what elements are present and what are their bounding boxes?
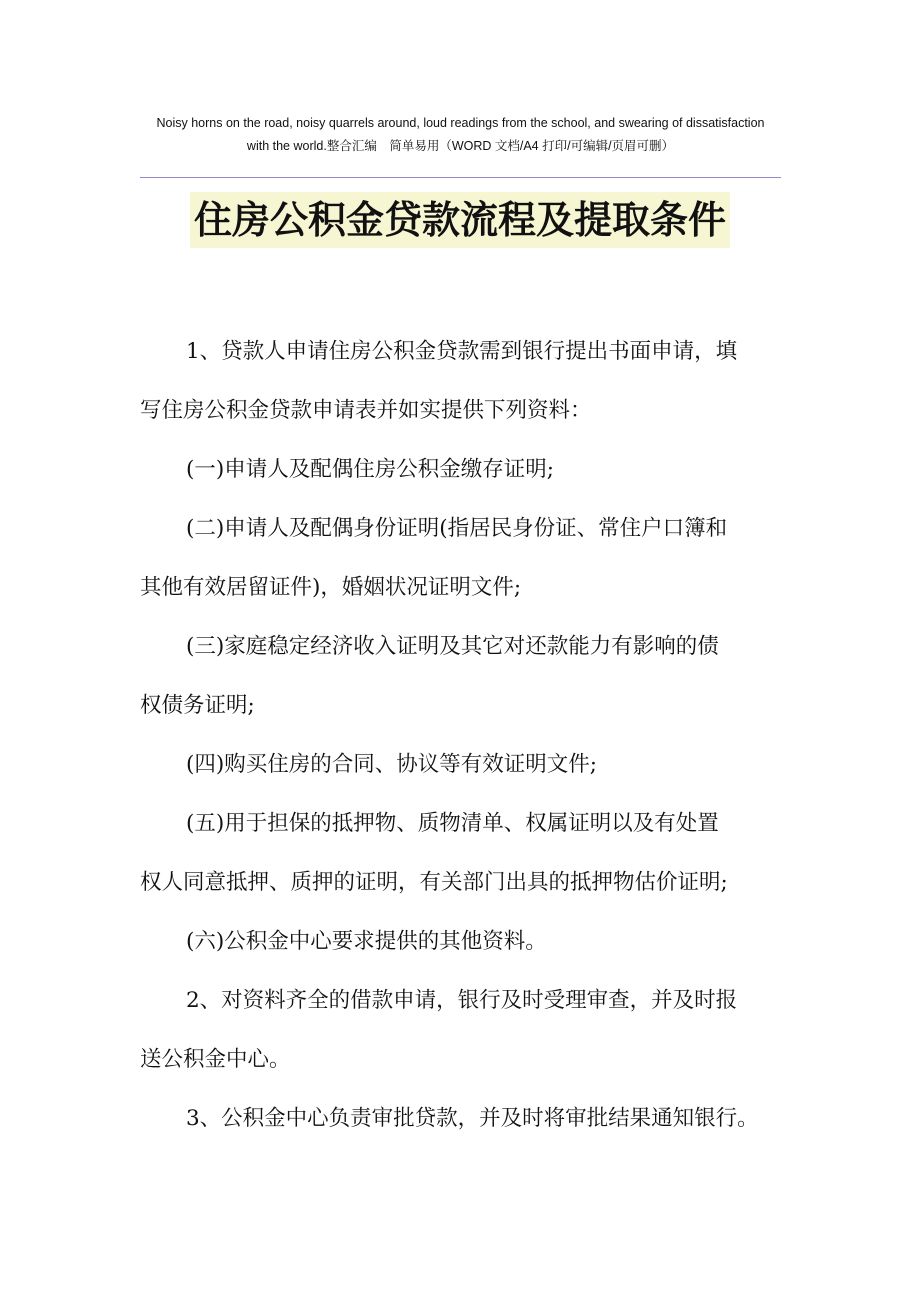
paragraph-7	[140, 912, 785, 971]
paragraph-line: (五)用于担保的抵押物、质物清单、权属证明以及有处置	[186, 811, 719, 836]
paragraph-9	[140, 1089, 785, 1148]
paragraph-8	[140, 971, 785, 1089]
paragraph-6	[140, 794, 785, 912]
document-title: 住房公积金贷款流程及提取条件	[190, 192, 730, 248]
paragraph-2	[140, 440, 785, 499]
document-body	[140, 322, 785, 1148]
title-container	[0, 192, 920, 248]
paragraph-line: 2、对资料齐全的借款申请，银行及时受理审查，并及时报	[186, 988, 738, 1013]
paragraph-line: 权债务证明;	[140, 693, 255, 718]
header-line-2: with the world.整合汇编 简单易用（WORD 文档/A4 打印/可编辑/页眉可删）	[246, 139, 675, 153]
paragraph-3	[140, 499, 785, 617]
paragraph-line: 送公积金中心。	[140, 1047, 291, 1072]
paragraph-4	[140, 617, 785, 735]
paragraph-line: (一)申请人及配偶住房公积金缴存证明;	[186, 457, 555, 482]
paragraph-line: (六)公积金中心要求提供的其他资料。	[186, 929, 547, 954]
paragraph-line: (四)购买住房的合同、协议等有效证明文件;	[186, 752, 598, 777]
paragraph-5	[140, 735, 785, 794]
paragraph-line: 3、公积金中心负责审批贷款，并及时将审批结果通知银行。	[186, 1106, 759, 1131]
paragraph-line: 1、贷款人申请住房公积金贷款需到银行提出书面申请，填	[186, 339, 738, 364]
paragraph-1	[140, 322, 785, 440]
header-divider	[140, 177, 781, 178]
paragraph-line: 写住房公积金贷款申请表并如实提供下列资料：	[140, 398, 592, 423]
page-header	[140, 112, 781, 158]
paragraph-line: 权人同意抵押、质押的证明，有关部门出具的抵押物估价证明;	[140, 870, 728, 895]
paragraph-line: (三)家庭稳定经济收入证明及其它对还款能力有影响的债	[186, 634, 719, 659]
paragraph-line: (二)申请人及配偶身份证明(指居民身份证、常住户口簿和	[186, 516, 728, 541]
header-line-1: Noisy horns on the road, noisy quarrels around, loud readings from the school, and swearing of dissatisfaction	[156, 116, 765, 130]
paragraph-line: 其他有效居留证件)，婚姻状况证明文件;	[140, 575, 522, 600]
